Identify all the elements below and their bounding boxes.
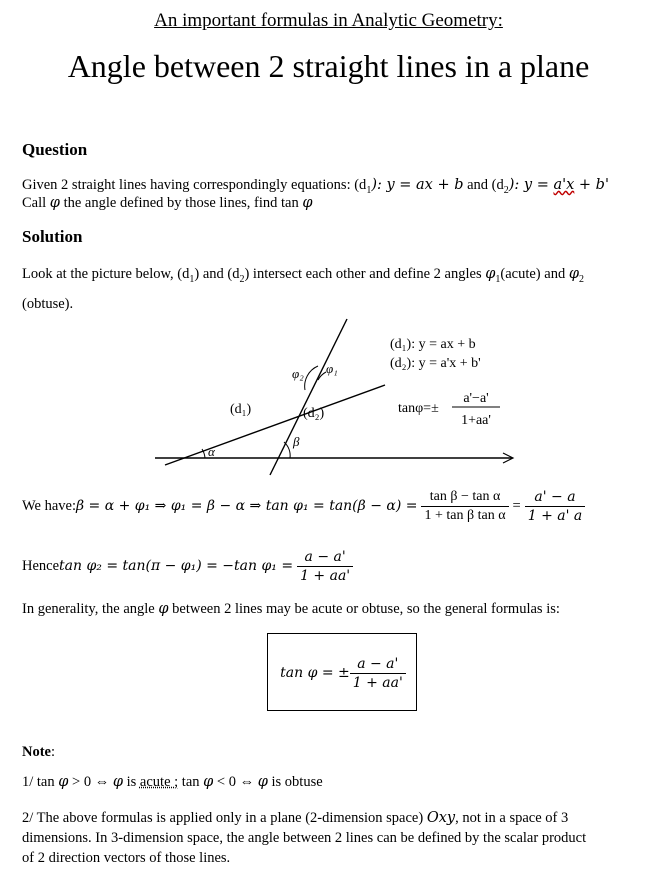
line-d1 — [165, 385, 385, 465]
beta-label: β — [293, 434, 300, 449]
note-item-1: 1/ tan φ > 0 ⇔ φ is acute ; tan φ < 0 ⇔ φ is obtuse — [22, 774, 323, 790]
note-item-2-line-1: 2/ The above formulas is applied only in a plane (2-dimension space) Oxy, not in a space of 3 — [22, 810, 569, 826]
legend-tan-den: 1+aa' — [461, 413, 491, 428]
line-d2 — [270, 319, 347, 475]
hence-line: Hence tan φ₂ = tan(π − φ₁) = −tan φ₁ = $\frac{a - a'}{1 + aa'}$ — [22, 544, 353, 588]
boxed-lhs: tan φ = ± — [280, 665, 350, 681]
alpha-label: α — [208, 444, 215, 459]
we-have-fraction-1: $\frac{\text{tan β − tan α}}{\text{1 + tan β tan α}}$ — [421, 488, 508, 525]
question-line-1: Given 2 straight lines having correspondingly equations: $(d_1)$: y = ax + b and $(d_2)$: y = a'x + b' — [22, 177, 609, 196]
phi2-arc — [305, 366, 318, 390]
note-item-2-line-2: dimensions. In 3-dimension space, the angle between 2 lines can be defined by the scalar product — [22, 830, 587, 846]
we-have-line: We have: β = α + φ₁ ⇒ φ₁ = β − α ⇒ tan φ₁ = tan(β − α) = $\frac{\text{tan β − tan α}}{\text{1 + tan β tan α}}$ = $\frac{a' - a}{1 + a' a}$ — [22, 484, 585, 528]
document-title: Angle between 2 straight lines in a plane — [67, 48, 590, 84]
d2-label: (d₂) — [303, 406, 325, 421]
legend-d2: (d₂): y = a'x + b' — [390, 356, 481, 371]
solution-paragraph: Look at the picture below, $(d_1)$ and $(d_2)$ intersect each other and define 2 angles $\varphi_1(acute)$ and $\varphi_2$ (obtuse). — [22, 266, 584, 312]
legend-tan-lhs: tanφ=± — [398, 401, 439, 416]
we-have-fraction-2: $\frac{a' - a}{1 + a' a}$ — [525, 488, 586, 525]
lines-diagram — [0, 310, 657, 480]
boxed-fraction: $\frac{a - a'}{1 + aa'}$ — [350, 655, 406, 692]
general-formula-box — [267, 633, 417, 711]
note-item-2-line-3: of 2 direction vectors of those lines. — [22, 850, 231, 866]
legend-tan-num: a'−a' — [463, 391, 489, 406]
question-line-2: Call φ the angle defined by those lines, find tan φ — [22, 195, 313, 211]
phi2-label: φ₂ — [292, 366, 304, 381]
hence-fraction: $\frac{a - a'}{1 + aa'}$ — [297, 548, 353, 585]
question-heading: Question — [22, 140, 88, 159]
d1-label: (d₁) — [230, 402, 252, 417]
phi1-label: φ₁ — [326, 361, 338, 376]
legend-d1: (d₁): y = ax + b — [390, 337, 476, 352]
generality-text: In generality, the angle φ between 2 lines may be acute or obtuse, so the general formulas is: — [22, 601, 560, 617]
document-subtitle: An important formulas in Analytic Geometry: — [154, 10, 503, 31]
solution-heading: Solution — [22, 227, 83, 246]
note-heading: Note: — [22, 744, 56, 760]
